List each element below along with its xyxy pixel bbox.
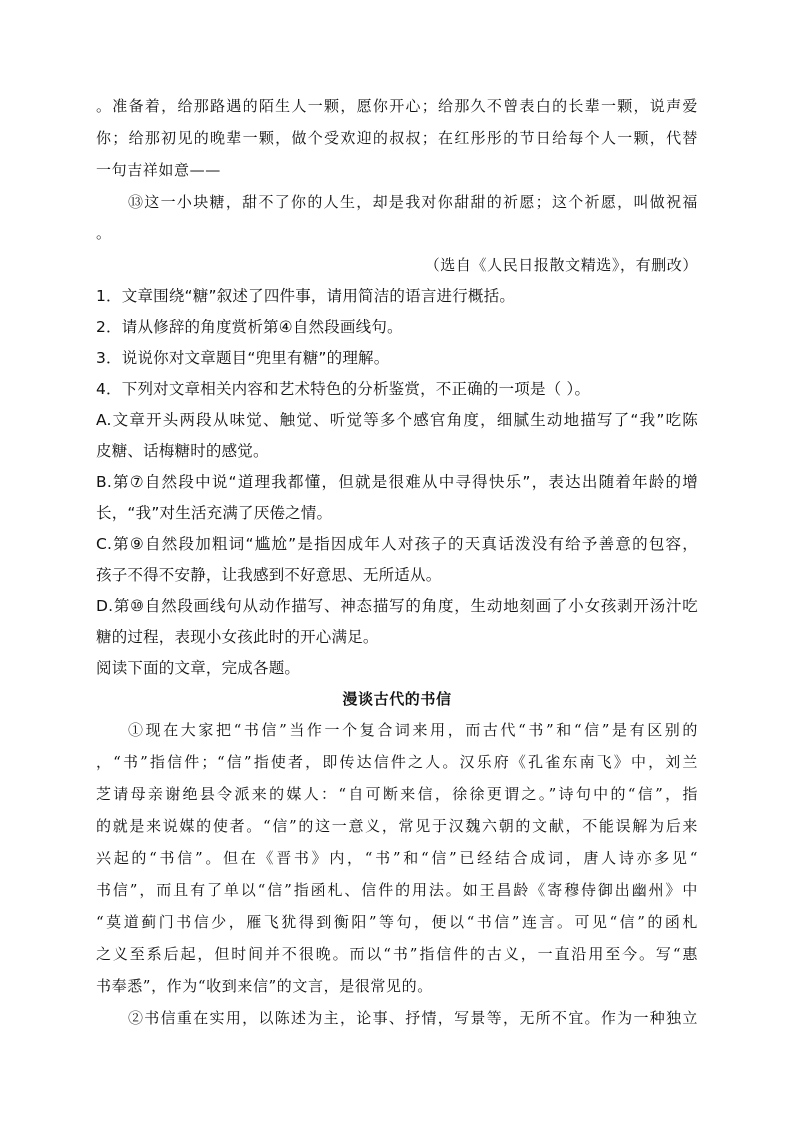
option-b-line-2: 长，“我”对生活充满了厌倦之情。: [96, 504, 333, 522]
passage2-line-8: 之义至系后起，但时间并不很晚。而以“书”指信件的古义，一直沿用至今。写“惠: [96, 945, 698, 963]
passage2-line-4: 的就是来说媒的使者。“信”的这一意义，常见于汉魏六朝的文献，不能误解为后来: [96, 817, 698, 835]
question-3: 3．说说你对文章题目“兜里有糖”的理解。: [96, 349, 390, 367]
passage1-paragraph-13: ⑬这一小块糖，甜不了你的人生，却是我对你甜甜的祈愿；这个祈愿，叫做祝福: [128, 193, 698, 211]
reading-instruction: 阅读下面的文章，完成各题。: [96, 659, 301, 677]
passage1-line-1: 。准备着，给那路遇的陌生人一颗，愿你开心；给那久不曾表白的长辈一颗，说声爱: [96, 97, 698, 115]
passage2-line-9: 书奉悉”，作为“收到来信”的文言，是很常见的。: [96, 977, 433, 995]
passage1-line-5: 。: [96, 224, 112, 242]
passage2-title: 漫谈古代的书信: [342, 690, 452, 708]
passage2-line-7: “莫道蓟门书信少，雁飞犹得到衡阳”等句，便以“书信”连言。可见“信”的函札: [96, 913, 698, 931]
passage2-line-1: ①现在大家把“书信”当作一个复合词来用，而古代“书”和“信”是有区别的: [128, 721, 698, 739]
passage1-line-3: 一句吉祥如意——: [96, 161, 221, 179]
option-d-line-1: D.第⑩自然段画线句从动作描写、神态描写的角度，生动地刻画了小女孩剥开汤汁吃: [96, 597, 698, 615]
option-b-line-1: B.第⑦自然段中说“道理我都懂，但就是很难从中寻得快乐”，表达出随着年龄的增: [96, 473, 698, 491]
option-c-line-2: 孩子不得不安静，让我感到不好意思、无所适从。: [96, 566, 442, 584]
passage2-line-5: 兴起的“书信”。但在《晋书》内，“书”和“信”已经结合成词，唐人诗亦多见“: [96, 849, 698, 867]
passage2-line-2: ，“书”指信件；“信”指使者，即传达信件之人。汉乐府《孔雀东南飞》中，刘兰: [96, 753, 698, 771]
passage2-line-6: 书信”，而且有了单以“信”指函札、信件的用法。如王昌龄《寄穆侍御出幽州》中: [96, 881, 698, 899]
option-c-line-1: C.第⑨自然段加粗词“尴尬”是指因成年人对孩子的天真话泼没有给予善意的包容，: [96, 535, 698, 553]
source-citation: （选自《人民日报散文精选》，有删改）: [424, 256, 698, 274]
question-2: 2．请从修辞的角度赏析第④自然段画线句。: [96, 318, 403, 336]
question-1: 1．文章围绕“糖”叙述了四件事，请用简洁的语言进行概括。: [96, 287, 516, 305]
passage2-line-3: 芝请母亲谢绝县令派来的媒人：“自可断来信，徐徐更谓之。”诗句中的“信”，指: [96, 785, 698, 803]
option-a-line-2: 皮糖、话梅糖时的感觉。: [96, 442, 269, 460]
option-a-line-1: A.文章开头两段从味觉、触觉、听觉等多个感官角度，细腻生动地描写了“我”吃陈: [96, 411, 698, 429]
passage2-line-10: ②书信重在实用，以陈述为主，论事、抒情，写景等，无所不宜。作为一种独立: [128, 1009, 698, 1027]
passage1-line-2: 你；给那初见的晚辈一颗，做个受欢迎的叔叔；在红彤彤的节日给每个人一颗，代替: [96, 129, 698, 147]
question-4: 4．下列对文章相关内容和艺术特色的分析鉴赏，不正确的一项是（ ）。: [96, 380, 591, 398]
option-d-line-2: 糖的过程，表现小女孩此时的开心满足。: [96, 628, 379, 646]
